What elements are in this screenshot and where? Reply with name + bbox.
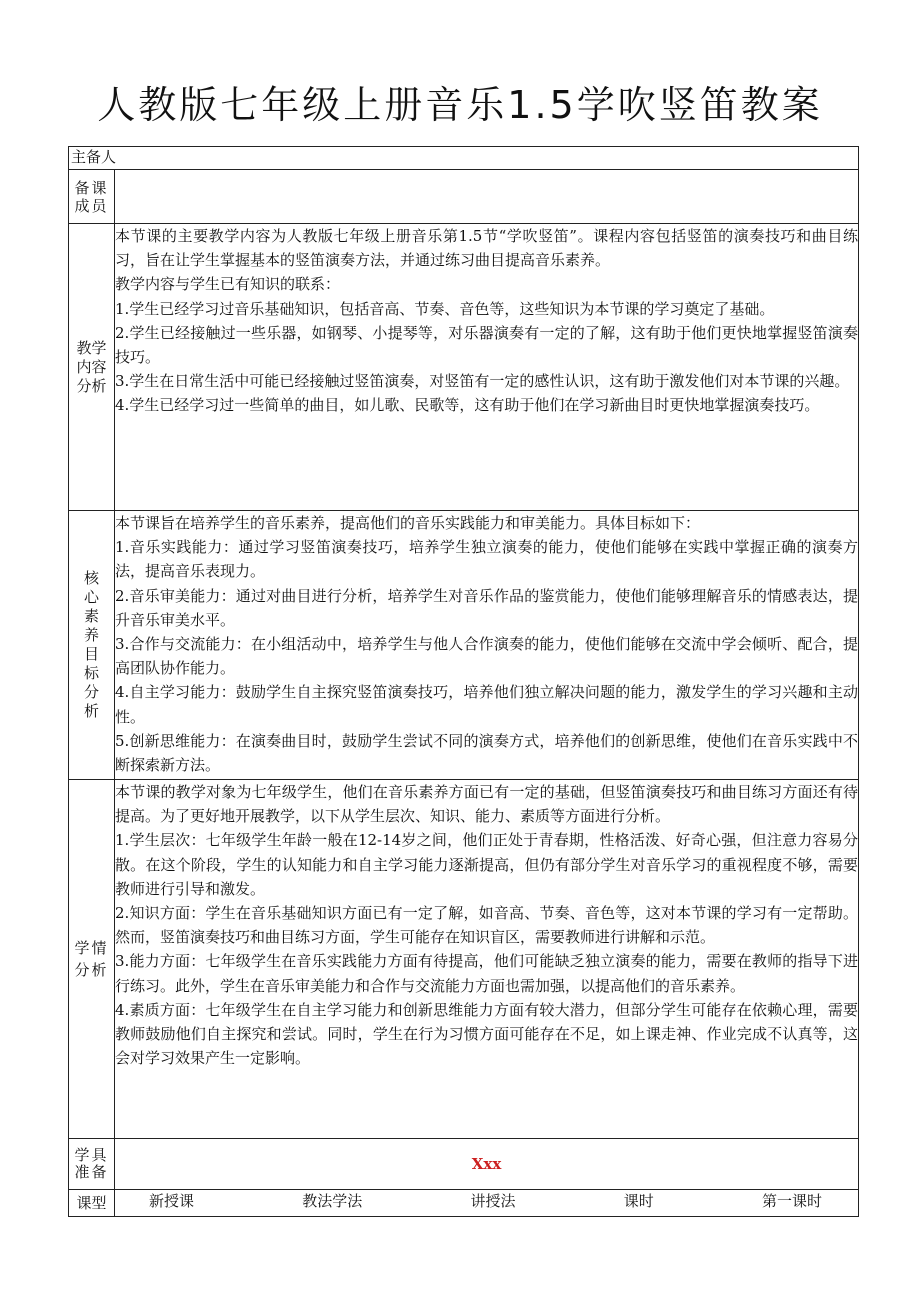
student-para: 4.素质方面：七年级学生在自主学习能力和创新思维能力方面有较大潜力，但部分学生可能存在依赖心理，需要教师鼓励他们自主探究和尝试。同时，学生在行为习惯方面可能存在不足，如上课走神、作业完成不认真等，这会对学习效果产生一定影响。 <box>115 1000 859 1068</box>
core-para: 3.合作与交流能力：在小组活动中，培养学生与他人合作演奏的能力，使他们能够在交流中学会倾听、配合，提高团队协作能力。 <box>115 635 859 678</box>
content-analysis-body <box>115 224 859 511</box>
beikechengyuan-value <box>115 170 859 224</box>
row-student-analysis <box>69 780 859 1139</box>
content-para: 教学内容与学生已有知识的联系： <box>115 275 341 294</box>
student-analysis-label: 学情分析 <box>74 939 109 979</box>
tools-prep-value: Xxx <box>115 1139 859 1190</box>
content-para: 1.学生已经学习过音乐基础知识，包括音高、节奏、音色等，这些知识为本节课的学习奠定了基础。 <box>115 299 775 318</box>
content-analysis-label: 教学内容分析 <box>76 338 107 395</box>
row-lesson-type <box>69 1190 859 1217</box>
hours-value: 第一课时 <box>762 1192 823 1210</box>
core-para: 2.音乐审美能力：通过对曲目进行分析，培养学生对音乐作品的鉴赏能力，使他们能够理解音乐的情感表达，提升音乐审美水平。 <box>115 586 859 629</box>
student-para: 本节课的教学对象为七年级学生，他们在音乐素养方面已有一定的基础，但竖笛演奏技巧和曲目练习方面还有待提高。为了更好地开展教学，以下从学生层次、知识、能力、素质等方面进行分析。 <box>115 783 859 826</box>
student-para: 1.学生层次：七年级学生年龄一般在12-14岁之间，他们正处于青春期，性格活泼、好奇心强，但注意力容易分散。在这个阶段，学生的认知能力和自主学习能力逐渐提高，但仍有部分学生对音乐学习的重视程度不够，需要教师进行引导和激发。 <box>115 831 859 898</box>
lesson-type-value: 新授课 <box>149 1192 195 1210</box>
core-para: 5.创新思维能力：在演奏曲目时，鼓励学生尝试不同的演奏方式，培养他们的创新思维，使他们在音乐实践中不断探索新方法。 <box>115 731 859 775</box>
student-analysis-body <box>115 780 859 1139</box>
lesson-type-label: 课型 <box>69 1190 115 1217</box>
student-para: 2.知识方面：学生在音乐基础知识方面已有一定了解，如音高、节奏、音色等，这对本节课的学习有一定帮助。然而，竖笛演奏技巧和曲目练习方面，学生可能存在知识盲区，需要教师进行讲解和示范。 <box>115 904 859 947</box>
row-zhubeiren <box>69 147 859 170</box>
content-para: 3.学生在日常生活中可能已经接触过竖笛演奏，对竖笛有一定的感性认识，这有助于激发他们对本节课的兴趣。 <box>115 372 850 391</box>
row-beikechengyuan <box>69 170 859 224</box>
core-literacy-body <box>115 511 859 780</box>
row-core-literacy <box>69 511 859 780</box>
lesson-plan-table <box>68 146 859 1217</box>
method-value: 讲授法 <box>470 1192 516 1210</box>
hours-label: 课时 <box>623 1192 654 1210</box>
core-para: 本节课旨在培养学生的音乐素养，提高他们的音乐实践能力和审美能力。具体目标如下： <box>115 514 701 532</box>
content-para: 2.学生已经接触过一些乐器，如钢琴、小提琴等，对乐器演奏有一定的了解，这有助于他们更快地掌握竖笛演奏技巧。 <box>115 323 859 367</box>
lesson-type-fields <box>115 1190 858 1211</box>
method-label: 教法学法 <box>302 1192 363 1210</box>
core-para: 1.音乐实践能力：通过学习竖笛演奏技巧，培养学生独立演奏的能力，使他们能够在实践中掌握正确的演奏方法，提高音乐表现力。 <box>115 538 859 581</box>
core-para: 4.自主学习能力：鼓励学生自主探究竖笛演奏技巧，培养他们独立解决问题的能力，激发学生的学习兴趣和主动性。 <box>115 683 859 726</box>
student-para: 3.能力方面：七年级学生在音乐实践能力方面有待提高，他们可能缺乏独立演奏的能力，需要在教师的指导下进行练习。此外，学生在音乐审美能力和合作与交流能力方面也需加强，以提高他们的音乐素养。 <box>115 952 859 995</box>
page-title: 人教版七年级上册音乐1.5学吹竖笛教案 <box>97 83 823 127</box>
content-para: 4.学生已经学习过一些简单的曲目，如儿歌、民歌等，这有助于他们在学习新曲目时更快地掌握演奏技巧。 <box>115 396 820 415</box>
content-para: 本节课的主要教学内容为人教版七年级上册音乐第1.5节“学吹竖笛”。课程内容包括竖笛的演奏技巧和曲目练习，旨在让学生掌握基本的竖笛演奏方法，并通过练习曲目提高音乐素养。 <box>115 227 859 270</box>
tools-prep-label: 学具准备 <box>74 1146 109 1181</box>
row-tools-prep <box>69 1139 859 1190</box>
beikechengyuan-label: 备课成员 <box>74 178 109 215</box>
zhubeiren-label: 主备人 <box>69 147 859 170</box>
row-content-analysis <box>69 224 859 511</box>
core-literacy-label: 核心素养目标分析 <box>83 569 99 720</box>
